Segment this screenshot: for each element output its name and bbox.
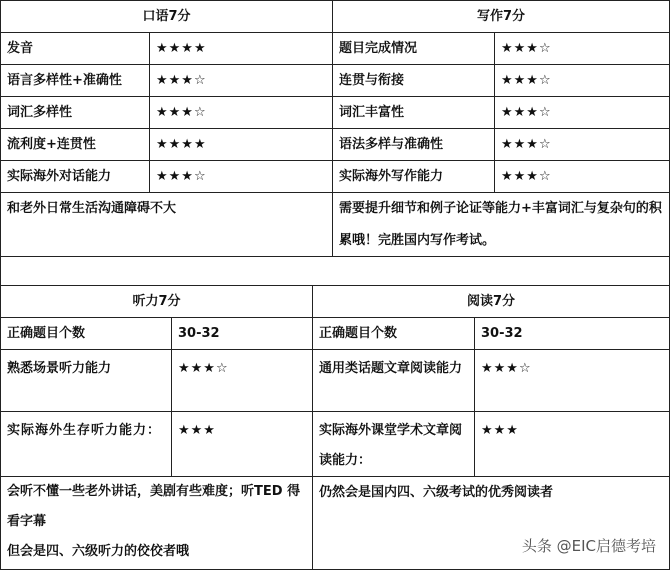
table-spacer [0, 256, 670, 286]
speaking-row-stars [149, 160, 333, 193]
writing-row-label [332, 160, 495, 193]
reading-row-value [474, 349, 670, 412]
star-rating: ★★★☆ [501, 136, 552, 152]
listening-header-text: 听力7分 [132, 293, 181, 309]
star-rating: ★★★ [481, 423, 519, 438]
star-rating: ★★★☆ [501, 40, 552, 56]
writing-row-stars [494, 64, 670, 97]
reading-row-label [312, 411, 475, 477]
speaking-label-text: 流利度+连贯性 [7, 136, 96, 152]
writing-label-text: 连贯与衔接 [339, 72, 405, 88]
correct-count: 30-32 [178, 325, 220, 341]
watermark: 头条 @EIC启德考培 [521, 537, 656, 555]
speaking-label-text: 发音 [7, 40, 34, 56]
writing-header-text: 写作7分 [476, 8, 526, 24]
writing-comment-text: 需要提升细节和例子论证等能力+丰富词汇与复杂句的积累哦！完胜国内写作考试。 [339, 201, 662, 248]
writing-label-text: 词汇丰富性 [339, 104, 405, 120]
star-rating: ★★★☆ [481, 361, 532, 376]
speaking-row-stars [149, 128, 333, 161]
speaking-row-label [0, 160, 150, 193]
reading-row-value [474, 411, 670, 477]
speaking-comment [0, 192, 333, 257]
listening-comment-line2: 但会是四、六级听力的佼佼者哦 [7, 544, 190, 559]
reading-header [312, 285, 670, 318]
star-rating: ★★★★ [156, 40, 207, 56]
listening-label-text: 正确题目个数 [7, 325, 86, 341]
star-rating: ★★★☆ [501, 168, 552, 184]
speaking-label-text: 语言多样性+准确性 [7, 72, 122, 88]
listening-label-text: 实际海外生存听力能力： [7, 423, 162, 438]
speaking-row-label [0, 32, 150, 65]
listening-row-label [0, 349, 172, 412]
reading-comment-text: 仍然会是国内四、六级考试的优秀阅读者 [319, 485, 554, 500]
writing-row-label [332, 96, 495, 129]
speaking-row-stars [149, 64, 333, 97]
speaking-row-label [0, 128, 150, 161]
speaking-header [0, 0, 333, 33]
star-rating: ★★★★ [156, 136, 207, 152]
speaking-comment-text: 和老外日常生活沟通障碍不大 [7, 201, 177, 216]
star-rating: ★★★☆ [156, 168, 207, 184]
star-rating: ★★★☆ [178, 361, 229, 376]
speaking-header-text: 口语7分 [142, 8, 191, 24]
writing-label-text: 实际海外写作能力 [339, 168, 444, 184]
writing-label-text: 题目完成情况 [339, 40, 418, 56]
reading-label-text: 通用类话题文章阅读能力 [319, 361, 463, 376]
speaking-label-text: 实际海外对话能力 [7, 168, 112, 184]
star-rating: ★★★☆ [156, 104, 207, 120]
listening-label-text: 熟悉场景听力能力 [7, 361, 112, 376]
correct-count: 30-32 [481, 325, 523, 341]
listening-comment-line1: 会听不懂一些老外讲话，美剧有些难度；听TED 得看字幕 [7, 484, 301, 529]
speaking-row-label [0, 64, 150, 97]
writing-row-label [332, 32, 495, 65]
writing-row-stars [494, 32, 670, 65]
writing-label-text: 语法多样与准确性 [339, 136, 444, 152]
writing-row-stars [494, 128, 670, 161]
reading-row-label [312, 349, 475, 412]
reading-row-value [474, 317, 670, 350]
writing-comment [332, 192, 670, 257]
listening-row-label [0, 411, 172, 477]
reading-label-text: 正确题目个数 [319, 325, 398, 341]
writing-row-stars [494, 160, 670, 193]
listening-row-label [0, 317, 172, 350]
writing-row-label [332, 64, 495, 97]
reading-row-label [312, 317, 475, 350]
reading-label-text: 实际海外课堂学术文章阅读能力： [319, 423, 463, 468]
star-rating: ★★★☆ [156, 72, 207, 88]
speaking-row-stars [149, 96, 333, 129]
star-rating: ★★★☆ [501, 72, 552, 88]
listening-row-value [171, 349, 313, 412]
star-rating: ★★★☆ [501, 104, 552, 120]
speaking-row-stars [149, 32, 333, 65]
writing-header [332, 0, 670, 33]
speaking-row-label [0, 96, 150, 129]
listening-row-value [171, 411, 313, 477]
speaking-label-text: 词汇多样性 [7, 104, 73, 120]
reading-header-text: 阅读7分 [466, 293, 516, 309]
listening-header [0, 285, 313, 318]
writing-row-label [332, 128, 495, 161]
star-rating: ★★★ [178, 423, 216, 438]
listening-row-value [171, 317, 313, 350]
writing-row-stars [494, 96, 670, 129]
listening-comment [0, 476, 313, 570]
